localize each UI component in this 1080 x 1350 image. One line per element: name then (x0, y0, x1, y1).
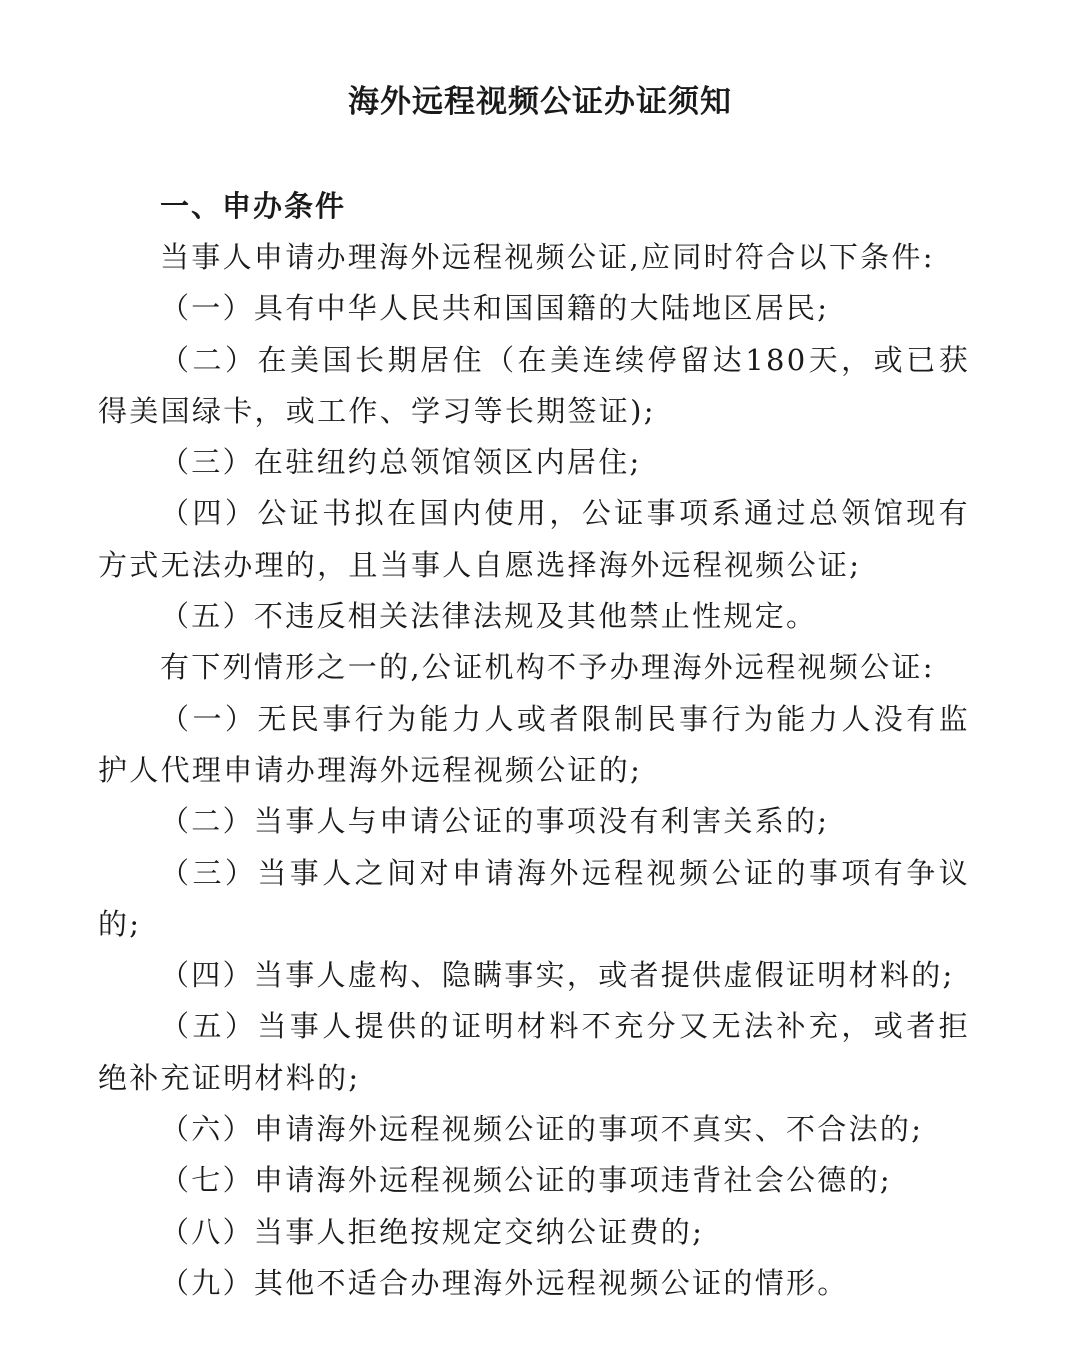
paragraph: （五）当事人提供的证明材料不充分又无法补充，或者拒绝补充证明材料的; (98, 1009, 970, 1095)
paragraph: （一）具有中华人民共和国国籍的大陆地区居民; (160, 291, 830, 326)
paragraph: （一）无民事行为能力人或者限制民事行为能力人没有监护人代理申请办理海外远程视频公证的; (98, 701, 970, 787)
paragraph: （九）其他不适合办理海外远程视频公证的情形。 (160, 1265, 849, 1300)
paragraph: （四）公证书拟在国内使用，公证事项系通过总领馆现有方式无法办理的，且当事人自愿选择海外远程视频公证; (98, 496, 970, 582)
paragraph: 当事人申请办理海外远程视频公证,应同时符合以下条件: (160, 240, 935, 274)
paragraph: （六）申请海外远程视频公证的事项不真实、不合法的; (160, 1112, 924, 1147)
section-heading: 一、申办条件 (160, 189, 347, 223)
document-body (98, 232, 970, 1309)
paragraph: （五）不违反相关法律法规及其他禁止性规定。 (160, 599, 818, 634)
paragraph: （二）当事人与申请公证的事项没有利害关系的; (160, 804, 830, 839)
paragraph: 有下列情形之一的,公证机构不予办理海外远程视频公证: (160, 650, 935, 685)
document-title: 海外远程视频公证办证须知 (348, 84, 732, 120)
paragraph: （三）在驻纽约总领馆领区内居住; (160, 445, 642, 480)
paragraph: （三）当事人之间对申请海外远程视频公证的事项有争议的; (98, 855, 970, 941)
paragraph: （七）申请海外远程视频公证的事项违背社会公德的; (160, 1163, 892, 1198)
paragraph: （四）当事人虚构、隐瞒事实，或者提供虚假证明材料的; (160, 958, 955, 993)
paragraph: （二）在美国长期居住（在美连续停留达180天，或已获得美国绿卡，或工作、学习等长期签证); (98, 342, 970, 428)
paragraph: （八）当事人拒绝按规定交纳公证费的; (160, 1214, 705, 1249)
